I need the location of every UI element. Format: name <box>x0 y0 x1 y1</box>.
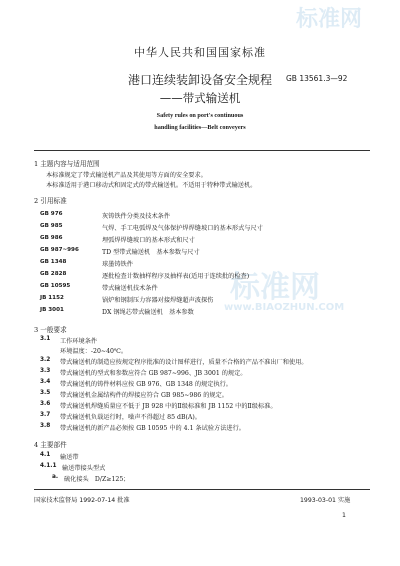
clause-text: 带式输送机金属结构件的焊接应符合 GB 985~986 的规定。 <box>60 392 228 399</box>
section-3-heading: 3 一般要求 <box>34 326 67 334</box>
clause-text: 带式输送机的铸件材料应按 GB 976、GB 1348 的规定执行。 <box>60 381 232 388</box>
clause-number: 3.3 <box>40 368 51 374</box>
reference-code: GB 10595 <box>40 283 71 289</box>
clause-text: 带式输送机负载运行时，噪声不得超过 85 dB(A)。 <box>60 414 201 421</box>
clause-text: 环境温度：-20~40℃。 <box>60 348 128 355</box>
reference-title: 逐批检查计数抽样程序及抽样表(适用于连续批的检查) <box>102 273 250 280</box>
clause-number: 3.4 <box>40 379 51 385</box>
watermark-top: 标准网 <box>296 7 363 32</box>
clause-text: 工作环境条件 <box>60 338 98 345</box>
clause-text: 带式输送机焊缝质量应不低于 JB 928 中的Ⅱ级标准和 JB 1152 中的Ⅱ级标准。 <box>60 403 277 410</box>
clause-text: 硫化接头 D/Z≥125； <box>64 476 130 483</box>
reference-title: 埋弧焊焊缝坡口的基本形式和尺寸 <box>102 237 195 244</box>
reference-title: 球墨铸铁件 <box>102 261 133 268</box>
clause-number: 3.2 <box>40 357 51 363</box>
clause-number: 4.1.1 <box>40 463 57 469</box>
clause-text: 输送带接头型式 <box>62 465 106 472</box>
reference-code: JB 3001 <box>40 307 64 313</box>
reference-title: 带式输送机技术条件 <box>102 285 158 292</box>
watermark-url: www.BIAOZHUN.COM <box>224 302 345 313</box>
clause-text: 带式输送机的新产品必须按 GB 10595 中的 4.1 条试验方法进行。 <box>60 425 245 432</box>
footer-divider <box>34 489 370 490</box>
document-header: 中华人民共和国国家标准 <box>134 46 266 59</box>
reference-title: 气焊、手工电弧焊及气体保护焊焊缝坡口的基本形式与尺寸 <box>102 225 263 232</box>
title-en-line2: handling facilities—Belt conveyers <box>154 124 246 131</box>
watermark-logo: 标准网 <box>230 270 320 305</box>
header-divider <box>34 150 370 151</box>
clause-number: a. <box>52 474 59 480</box>
reference-code: GB 1348 <box>40 259 67 265</box>
reference-code: GB 976 <box>40 211 63 217</box>
section-4-heading: 4 主要部件 <box>34 441 67 449</box>
clause-number: 3.6 <box>40 401 51 407</box>
section-2-heading: 2 引用标准 <box>34 197 67 205</box>
reference-title: 灰铸铁件分类及技术条件 <box>102 213 171 220</box>
reference-title: 锅炉和钢制压力容器对接焊缝超声波探伤 <box>102 297 214 304</box>
clause-number: 3.7 <box>40 412 51 418</box>
clause-number: 3.5 <box>40 390 51 396</box>
reference-code: JB 1152 <box>40 295 64 301</box>
clause-number: 3.1 <box>40 336 51 342</box>
reference-title: DX 钢绳芯带式输送机 基本参数 <box>102 309 194 316</box>
reference-code: GB 2828 <box>40 271 67 277</box>
title-en-line1: Safety rules on port's continuous <box>156 112 244 119</box>
clause-text: 带式输送机的型式和参数应符合 GB 987~996、JB 3001 的规定。 <box>60 370 247 377</box>
clause-number: 3.8 <box>40 423 51 429</box>
title-cn-sub: ——带式输送机 <box>159 91 241 105</box>
clause-text: 带式输送机的制造应按规定程序批准的设计图样进行，质量不合格的产品不准出厂和使用。 <box>60 359 308 366</box>
section-1-paragraph: 本标准规定了带式输送机产品及其使用等方面的安全要求。 <box>46 172 207 179</box>
approval-date: 国家技术监督局 1992-07-14 批准 <box>34 497 130 504</box>
reference-title: TD 型带式输送机 基本参数与尺寸 <box>102 249 200 256</box>
clause-text: 输送带 <box>60 454 79 461</box>
implementation-date: 1993-03-01 实施 <box>300 497 351 504</box>
section-1-paragraph: 本标准适用于港口移动式和固定式的带式输送机。不适用于特种带式输送机。 <box>46 182 257 189</box>
reference-code: GB 985 <box>40 223 63 229</box>
page-number: 1 <box>342 512 346 519</box>
reference-code: GB 987~996 <box>40 247 79 253</box>
section-1-heading: 1 主题内容与适用范围 <box>34 160 100 168</box>
title-cn-main: 港口连续装卸设备安全规程 <box>127 73 272 87</box>
clause-number: 4.1 <box>40 452 51 458</box>
reference-code: GB 986 <box>40 235 63 241</box>
gb-number: GB 13561.3—92 <box>286 74 348 83</box>
